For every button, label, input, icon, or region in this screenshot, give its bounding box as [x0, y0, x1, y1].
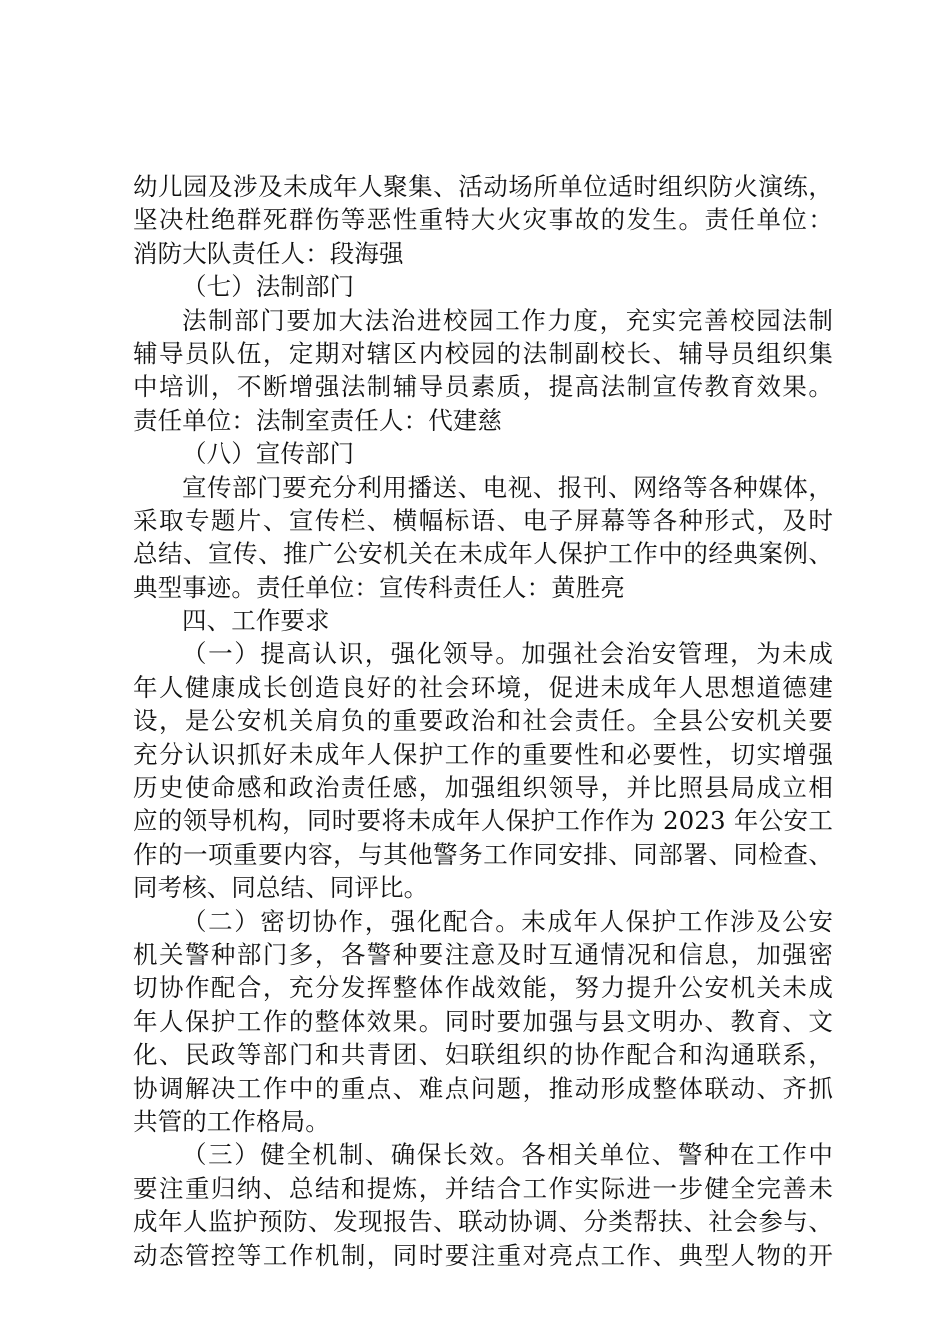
text-line: 年人健康成长创造良好的社会环境，促进未成年人思想道德建 — [133, 672, 833, 702]
text-line: 坚决杜绝群死群伤等恶性重特大火灾事故的发生。责任单位： — [133, 205, 833, 235]
text-line: 采取专题片、宣传栏、横幅标语、电子屏幕等各种形式，及时 — [133, 505, 833, 535]
document-page — [133, 170, 833, 1272]
text-line: 典型事迹。责任单位：宣传科责任人：黄胜亮 — [133, 572, 625, 602]
text-line: 年人保护工作的整体效果。同时要加强与县文明办、教育、文 — [133, 1006, 833, 1036]
text-line: 宣传部门要充分利用播送、电视、报刊、网络等各种媒体， — [182, 472, 833, 502]
text-line: （一）提高认识，强化领导。加强社会治安管理，为未成 — [182, 639, 833, 669]
text-line: 充分认识抓好未成年人保护工作的重要性和必要性，切实增强 — [133, 739, 833, 769]
text-line: 化、民政等部门和共青团、妇联组织的协作配合和沟通联系， — [133, 1040, 833, 1070]
text-line: 法制部门要加大法治进校园工作力度，充实完善校园法制 — [182, 305, 833, 335]
text-line: 机关警种部门多，各警种要注意及时互通情况和信息，加强密 — [133, 939, 833, 969]
text-line: （三）健全机制、确保长效。各相关单位、警种在工作中 — [182, 1140, 833, 1170]
text-line: 切协作配合，充分发挥整体作战效能，努力提升公安机关未成 — [133, 973, 833, 1003]
text-line: 同考核、同总结、同评比。 — [133, 873, 429, 903]
text-line: 设，是公安机关肩负的重要政治和社会责任。全县公安机关要 — [133, 706, 833, 736]
text-line: 辅导员队伍，定期对辖区内校园的法制副校长、辅导员组织集 — [133, 338, 833, 368]
text-line: 幼儿园及涉及未成年人聚集、活动场所单位适时组织防火演练， — [133, 172, 833, 201]
text-line: （八）宣传部门 — [182, 439, 355, 469]
text-line: 成年人监护预防、发现报告、联动协调、分类帮扶、社会参与、 — [133, 1207, 833, 1237]
text-line: 总结、宣传、推广公安机关在未成年人保护工作中的经典案例、 — [133, 539, 833, 569]
text-line: （七）法制部门 — [182, 272, 355, 302]
text-line: 四、工作要求 — [182, 606, 330, 636]
text-line: 动态管控等工作机制，同时要注重对亮点工作、典型人物的开 — [133, 1240, 833, 1270]
text-line: （二）密切协作，强化配合。未成年人保护工作涉及公安 — [182, 906, 833, 936]
text-line: 应的领导机构，同时要将未成年人保护工作作为 2023 年公安工 — [133, 806, 833, 836]
text-line: 协调解决工作中的重点、难点问题，推动形成整体联动、齐抓 — [133, 1073, 833, 1103]
text-line: 责任单位：法制室责任人：代建慈 — [133, 405, 502, 435]
text-line: 共管的工作格局。 — [133, 1106, 330, 1136]
text-line: 历史使命感和政治责任感，加强组织领导，并比照县局成立相 — [133, 773, 833, 803]
text-line: 要注重归纳、总结和提炼，并结合工作实际进一步健全完善未 — [133, 1173, 833, 1203]
text-line: 中培训，不断增强法制辅导员素质，提高法制宣传教育效果。 — [133, 372, 833, 402]
text-line: 作的一项重要内容，与其他警务工作同安排、同部署、同检查、 — [133, 839, 833, 869]
text-line: 消防大队责任人：段海强 — [133, 238, 404, 268]
